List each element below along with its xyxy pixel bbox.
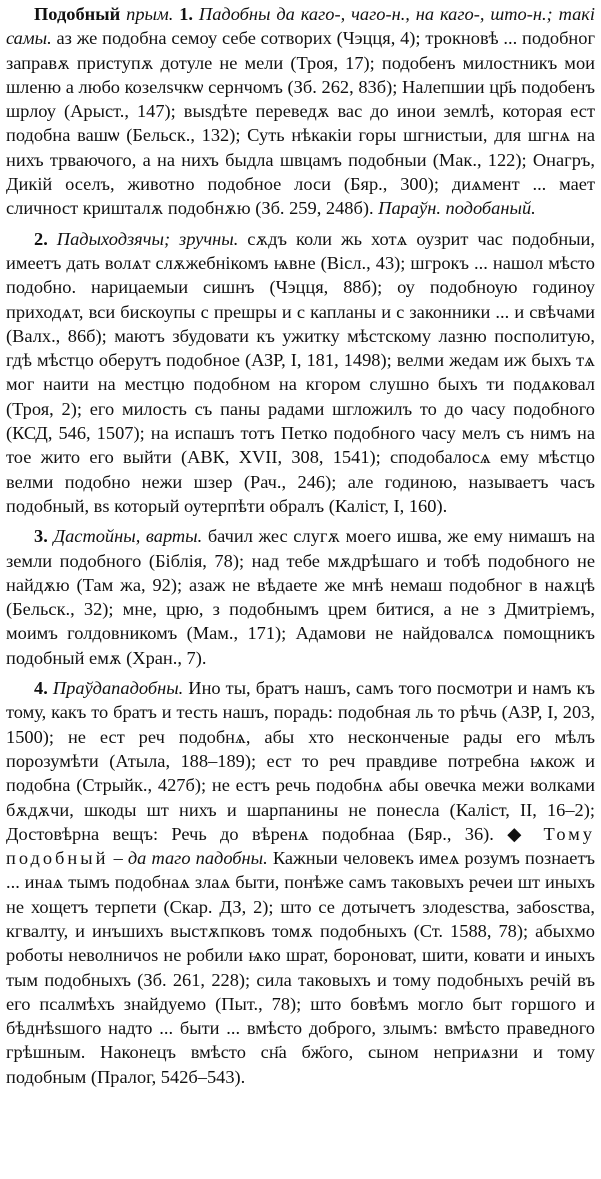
phrase-marker-icon: ◆ — [507, 823, 531, 844]
sense-number: 1. — [179, 4, 194, 24]
sense-number: 2. — [34, 228, 48, 249]
sense-gloss: Падыходзячы; зручны. — [56, 228, 239, 249]
sense-citations: бачил жес слугѫ моего ишва, же ему нимашъ на земли подобного (Біблія, 78); над тебе мѫдрѣшаго и тобѣ подобного не найдѫю (Там жа, 92); азаж не вѣдаете же мнѣ немаш подобног в наѫцѣ (Бельск., 32); мне, црю, з подобнымъ црем битися, а не з Дмитріемъ, моимъ голдовникомъ (Мам., 171); Адамови не найдовалсѧ помощникъ подобный емѫ (Хран., 7). — [6, 526, 595, 668]
sense-gloss: Дастойны, варты. — [53, 526, 203, 547]
sense-1 — [6, 2, 595, 221]
sense-gloss: Праўдападобны. — [52, 678, 184, 699]
phrase-citations: Кажныи человекъ имеѧ розумъ познаетъ ... инаѧ тымъ подобнаѧ злаѧ быти, понѣже самъ таковыхъ речеи шт иныхъ не хощетъ терпети (Скар. ДЗ, 2); што се дотычетъ злодеѕства, забоѕства, кгвалту, и инъшихъ выстѫпковъ томѫ подобныхъ (Ст. 1588, 78); абыхмо роботы неволничоѕ не робили ѩко шрат, бороноват, шити, ковати и иныхъ тым подобныхъ (Зб. 261, 228); сила таковыхъ и тому подобныхъ речій въ его псалмѣхъ знайдуемо (Пыт., 78); што бовѣмъ могло быт горшого и бѣднѣѕшого надто ... быти ... вмѣсто доброго, злымъ: вмѣсто праведного грѣшным. Наконецъ вмѣсто сн҃а бж҃ого, сыном неприѧзни и тому подобным (Пралог, 542б–543). — [6, 848, 595, 1087]
sense-citations: Ино ты, братъ нашъ, самъ того посмотри и намъ къ тому, какъ то братъ и тесть нашъ, порадь: подобная ль то рѣчь (АЗР, І, 203, 1500); не ест реч подобнѧ, абы хто несконченые рады его мѣлъ порозумѣти (Атыла, 188–189); ест то реч правдиве потребна ѩкож и подобна (Стрыйк., 427б); не естъ речь подобнѧ абы овечка межи волками бѫдѫчи, шкоды шт нихъ и шарпанины не понесла (Каліст, ІІ, 16–2); Достовѣрна вещъ: Речь до вѣренѧ подобнаа (Бяр., 36). — [6, 678, 595, 844]
sense-citations: аз же подобна семоу себе сотворих (Чэцця, 4); трокновѣ ... подобног заправѫ приступѫ дотуле не мели (Троя, 17); подобенъ милостникъ мои шленю а любо козелѕчкѡ сернчомъ (Зб. 262, 83б); Налепшии цр҃ь подобенъ шрлоу (Арыст., 147); выѕдѣте переведѫ вас до инои землѣ, которая ест подобна вашѡ (Бельск., 132); Суть нѣкакіи горы шгнистыи, для шгнѧ на нихъ трваючого, а на нихъ быдла швцамъ подобныи (Мак., 122); Онагръ, Дикій оселъ, животно подобное лоси (Бяр., 300); диѧмент ... мает сличност кришталѫ подобнѫю (Зб. 259, 248б). — [6, 28, 596, 219]
sense-2 — [6, 227, 595, 519]
sense-3 — [6, 524, 595, 670]
sense-4 — [6, 676, 595, 1089]
dictionary-entry — [6, 2, 595, 1089]
sense-gloss: Падобны да каго-, чаго-н., на каго-, што-н.; такі самы. — [6, 4, 595, 49]
phrase-headword: Тому подобный — [6, 823, 595, 869]
phrase-gloss: – да таго падобны. — [113, 848, 268, 869]
sense-number: 3. — [34, 526, 48, 547]
part-of-speech: прым. — [126, 4, 174, 24]
headword: Подобный — [34, 4, 121, 24]
sense-number: 4. — [34, 678, 48, 699]
cross-reference: Параўн. подобаный. — [378, 198, 536, 219]
sense-citations: сѫдъ коли жь хотѧ оузрит час подобныи, имеетъ дать волѧт слѫжебнікомъ ѩвне (Вісл., 43); шгрокъ ... нашол мѣсто подобно. нарицаемыи сишнъ (Чэцця, 88б); оу подобноую годиноу приходѧт, вси бискоупы с прешры и с капланы и с законники ... и свѣчами (Валх., 86б); маютъ збудовати къ ужитку мѣстскому лазню посполитую, гдѣ мѣстцо оберутъ подобное (АЗР, І, 181, 1498); велми жедам иж быхъ тѧ мог наити на местцю подобном на кгором слушно быхъ ти подѧковал (Троя, 2); его милость съ паны радами шгложилъ то до часу подобного (КСД, 546, 1507); на испашъ тотъ Петко подобного часу мелъ съ нимъ на тое жито его выйти (АВК, XVII, 308, 1541); сподобалосѧ ему мѣстцо велми подобно нежи шзер (Рач., 246); але годиною, называетъ часъ подобный, вѕ который оутерпѣти обралъ (Каліст, І, 160). — [6, 228, 595, 516]
